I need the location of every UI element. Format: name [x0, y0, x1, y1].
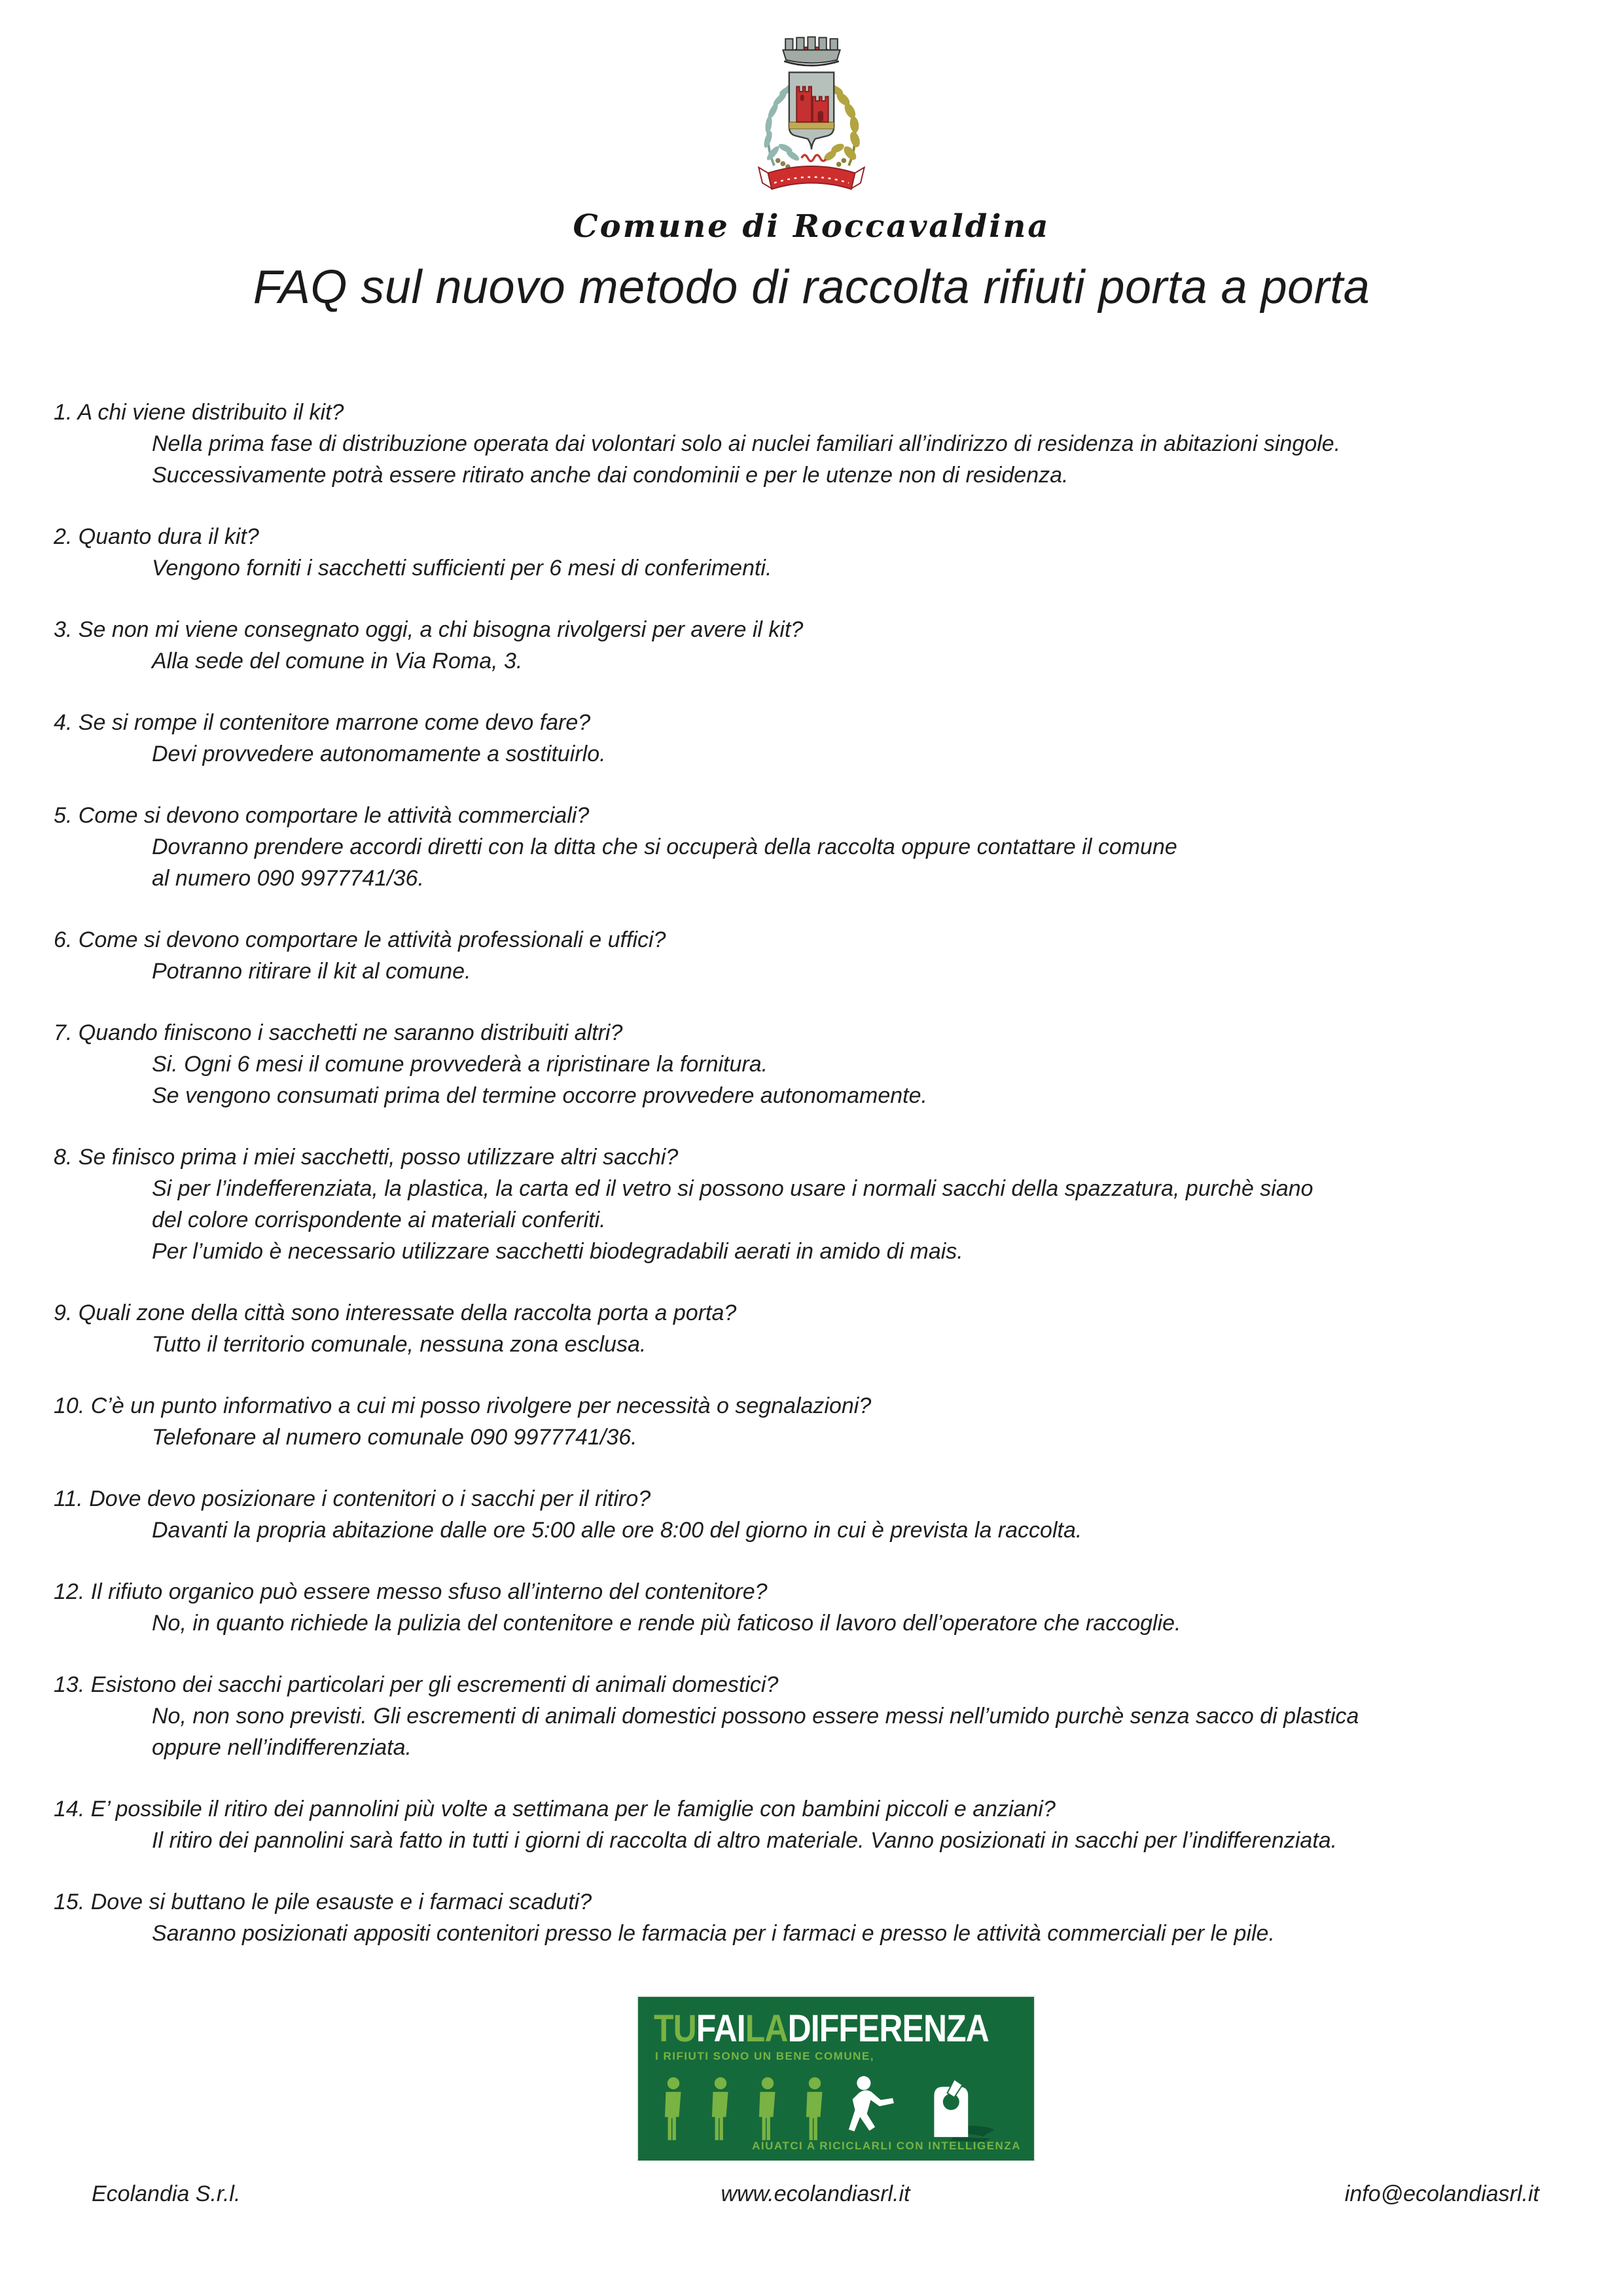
faq-question: 14. E’ possibile il ritiro dei pannolini più volte a settimana per le famiglie con bambini piccoli e anziani? — [54, 1797, 1056, 1821]
faq-question: 2. Quanto dura il kit? — [54, 524, 259, 549]
faq-answer-line: Tutto il territorio comunale, nessuna zona esclusa. — [152, 1332, 647, 1357]
faq-answer-line: No, in quanto richiede la pulizia del contenitore e rende più faticoso il lavoro dell’operatore che raccoglie. — [152, 1611, 1181, 1636]
faq-question: 5. Come si devono comportare le attività commerciali? — [54, 803, 590, 828]
faq-answer-line: Il ritiro dei pannolini sarà fatto in tutti i giorni di raccolta di altro materiale. Vanno posizionati in sacchi per l’indifferenziata. — [152, 1828, 1338, 1853]
banner-title-la: LA — [745, 2007, 788, 2050]
page-title: FAQ sul nuovo metodo di raccolta rifiuti porta a porta — [253, 261, 1370, 314]
person-icon — [799, 2077, 830, 2142]
faq-item — [54, 1886, 1544, 1949]
faq-answer-line: oppure nell’indifferenziata. — [152, 1735, 412, 1760]
faq-answer-line: Si. Ogni 6 mesi il comune provvederà a ripristinare la fornitura. — [152, 1052, 768, 1077]
faq-item — [54, 1390, 1544, 1453]
faq-answer-line: Potranno ritirare il kit al comune. — [152, 959, 471, 984]
faq-item — [54, 800, 1544, 894]
faq-item — [54, 1576, 1544, 1639]
banner-subtitle: I RIFIUTI SONO UN BENE COMUNE, — [655, 2050, 874, 2062]
footer-company: Ecolandia S.r.l. — [92, 2181, 241, 2206]
faq-item — [54, 1483, 1544, 1546]
municipal-coat-of-arms-icon — [749, 30, 874, 202]
faq-item — [54, 397, 1544, 491]
municipality-name: Comune di Roccavaldina — [573, 208, 1050, 245]
person-icon — [752, 2077, 783, 2142]
faq-answer-line: Si per l’indefferenziata, la plastica, la carta ed il vetro si possono usare i normali sacchi della spazzatura, purchè siano — [152, 1176, 1313, 1201]
ribbon — [758, 166, 864, 189]
faq-answer-line: Dovranno prendere accordi diretti con la ditta che si occuperà della raccolta oppure contattare il comune — [152, 834, 1177, 859]
header-crest — [0, 30, 1623, 205]
faq-answer-line: Vengono forniti i sacchetti sufficienti per 6 mesi di conferimenti. — [152, 556, 772, 581]
faq-answer-line: Devi provvedere autonomamente a sostituirlo. — [152, 742, 606, 766]
faq-item — [54, 521, 1544, 584]
faq-answer-line: Nella prima fase di distribuzione operata dai volontari solo ai nuclei familiari all’indirizzo di residenza in abitazioni singole. — [152, 431, 1341, 456]
banner-tagline: AIUATCI A RICICLARLI CON INTELLIGENZA — [752, 2140, 1021, 2152]
faq-answer-line: del colore corrispondente ai materiali conferiti. — [152, 1208, 606, 1232]
faq-answer-line: Saranno posizionati appositi contenitori presso le farmacia per i farmaci e presso le attività commerciali per le pile. — [152, 1921, 1275, 1946]
campaign-banner — [638, 1997, 1034, 2161]
faq-question: 10. C’è un punto informativo a cui mi posso rivolgere per necessità o segnalazioni? — [54, 1393, 872, 1418]
faq-item — [54, 1793, 1544, 1856]
faq-item — [54, 707, 1544, 770]
faq-item — [54, 1297, 1544, 1360]
waste-bin-icon — [934, 2079, 968, 2137]
faq-question: 4. Se si rompe il contenitore marrone come devo fare? — [54, 710, 591, 735]
banner-title-fai: FAI — [696, 2007, 745, 2050]
faq-answer-line: Telefonare al numero comunale 090 9977741/36. — [152, 1425, 637, 1450]
banner-title — [654, 2007, 989, 2050]
faq-item — [54, 1017, 1544, 1111]
faq-question: 12. Il rifiuto organico può essere messo sfuso all’interno del contenitore? — [54, 1579, 768, 1604]
faq-question: 15. Dove si buttano le pile esauste e i farmaci scaduti? — [54, 1890, 592, 1914]
faq-answer-line: Se vengono consumati prima del termine occorre provvedere autonomamente. — [152, 1083, 927, 1108]
faq-item — [54, 1141, 1544, 1267]
motto-squiggle — [802, 155, 826, 161]
banner-title-differenza: DIFFERENZA — [787, 2007, 989, 2050]
banner-title-tu: TU — [654, 2007, 696, 2050]
faq-answer-line: Alla sede del comune in Via Roma, 3. — [152, 649, 523, 673]
faq-question: 3. Se non mi viene consegnato oggi, a chi bisogna rivolgersi per avere il kit? — [54, 617, 804, 642]
faq-list — [54, 397, 1544, 1979]
page-footer — [92, 2178, 1539, 2210]
faq-answer-line: No, non sono previsti. Gli escrementi di animali domestici possono essere messi nell’umido purchè senza sacco di plastica — [152, 1704, 1359, 1729]
faq-answer-line: Successivamente potrà essere ritirato anche dai condominii e per le utenze non di residenza. — [152, 463, 1069, 488]
faq-question: 11. Dove devo posizionare i contenitori o i sacchi per il ritiro? — [54, 1486, 651, 1511]
faq-item — [54, 614, 1544, 677]
faq-item — [54, 924, 1544, 987]
banner-pictograms — [658, 2074, 1003, 2142]
footer-email: info@ecolandiasrl.it — [1344, 2181, 1539, 2206]
faq-answer-line: Davanti la propria abitazione dalle ore 5:00 alle ore 8:00 del giorno in cui è prevista la raccolta. — [152, 1518, 1082, 1543]
faq-question: 7. Quando finiscono i sacchetti ne saranno distribuiti altri? — [54, 1020, 623, 1045]
faq-answer-line: al numero 090 9977741/36. — [152, 866, 424, 891]
faq-answer-line: Per l’umido è necessario utilizzare sacchetti biodegradabili aerati in amido di mais. — [152, 1239, 963, 1264]
faq-question: 1. A chi viene distribuito il kit? — [54, 400, 344, 425]
person-icon — [705, 2077, 736, 2142]
faq-item — [54, 1669, 1544, 1763]
faq-question: 9. Quali zone della città sono interessate della raccolta porta a porta? — [54, 1300, 737, 1325]
recycling-person-and-bin-icon — [846, 2074, 1003, 2142]
footer-website: www.ecolandiasrl.it — [721, 2181, 910, 2206]
walking-person-icon — [849, 2076, 894, 2131]
faq-question: 6. Come si devono comportare le attività professionali e uffici? — [54, 927, 666, 952]
person-icon — [658, 2077, 689, 2142]
faq-question: 13. Esistono dei sacchi particolari per gli escrementi di animali domestici? — [54, 1672, 779, 1697]
faq-question: 8. Se finisco prima i miei sacchetti, posso utilizzare altri sacchi? — [54, 1145, 679, 1170]
